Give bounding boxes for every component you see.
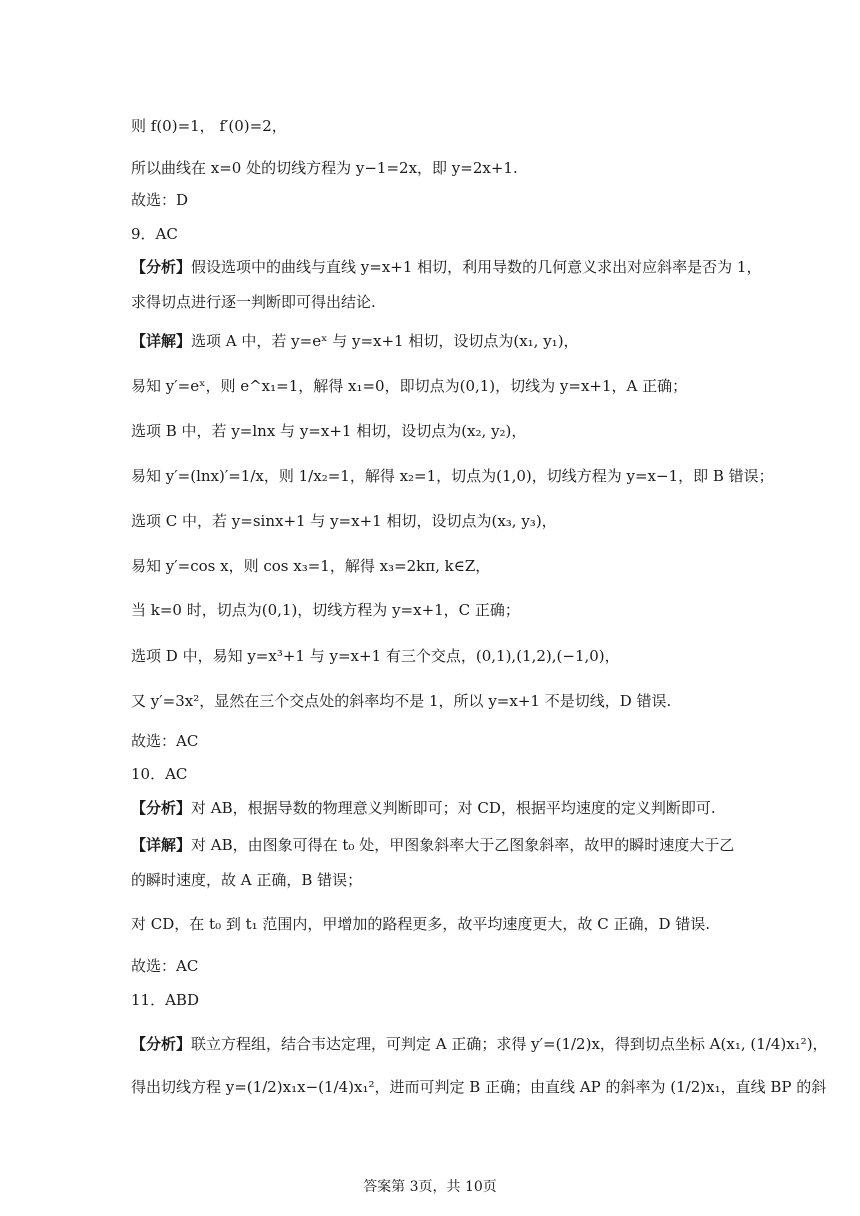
question-10-heading: 10．AC (131, 765, 188, 783)
section-marker: 【详解】 (131, 332, 192, 350)
question-9-detail-9: 又 y′=3x²，显然在三个交点处的斜率均不是 1，所以 y=x+1 不是切线，D 错误. (131, 692, 672, 710)
question-10-analysis (131, 797, 742, 819)
section-marker: 【分析】 (131, 1035, 192, 1053)
section-text: 联立方程组，结合韦达定理，可判定 A 正确；求得 y′=(1/2)x，得到切点坐标 A(x₁, (1/4)x₁²)， (191, 1035, 828, 1053)
question-9-detail-4: 易知 y′=(lnx)′=1/x，则 1/x₂=1，解得 x₂=1，切点为(1,0)，切线方程为 y=x−1，即 B 错误； (131, 467, 774, 485)
question-9-detail-5: 选项 C 中，若 y=sinx+1 与 y=x+1 相切，设切点为(x₃, y₃)， (131, 512, 557, 530)
question-10-answer: 故选：AC (131, 957, 199, 975)
question-9-detail-8: 选项 D 中，易知 y=x³+1 与 y=x+1 有三个交点，(0,1),(1,2),(−1,0)， (131, 647, 620, 665)
section-marker: 【分析】 (131, 799, 192, 817)
section-text: 假设选项中的曲线与直线 y=x+1 相切，利用导数的几何意义求出对应斜率是否为 1， (191, 258, 762, 276)
question-10-detail-2: 的瞬时速度，故 A 正确，B 错误； (131, 871, 363, 889)
section-marker: 【详解】 (131, 836, 192, 854)
text-line-3: 故选：D (131, 191, 189, 209)
page-footer: 答案第 3页，共 10页 (363, 1179, 497, 1195)
question-9-answer: 故选：AC (131, 732, 199, 750)
section-text: 对 AB，根据导数的物理意义判断即可；对 CD，根据平均速度的定义判断即可. (191, 799, 716, 817)
section-marker: 【分析】 (131, 258, 192, 276)
section-text: 对 AB，由图象可得在 t₀ 处，甲图象斜率大于乙图象斜率，故甲的瞬时速度大于乙 (191, 836, 735, 854)
question-9-detail-3: 选项 B 中，若 y=lnx 与 y=x+1 相切，设切点为(x₂, y₂)， (131, 422, 527, 440)
question-9-detail-1 (131, 330, 742, 352)
question-11-analysis-1 (131, 1033, 828, 1055)
question-9-analysis-1 (131, 256, 762, 278)
question-11-analysis-2: 得出切线方程 y=(1/2)x₁x−(1/4)x₁²，进而可判定 B 正确；由直线 AP 的斜率为 (1/2)x₁，直线 BP 的斜 (131, 1078, 827, 1096)
text-line-2: 所以曲线在 x=0 处的切线方程为 y−1=2x，即 y=2x+1. (131, 159, 518, 177)
question-9-analysis-2: 求得切点进行逐一判断即可得出结论. (131, 293, 376, 311)
question-10-detail-1 (131, 834, 742, 856)
question-11-heading: 11．ABD (131, 991, 199, 1009)
section-text: 选项 A 中，若 y=eˣ 与 y=x+1 相切，设切点为(x₁, y₁)， (191, 332, 579, 350)
text-line-1: 则 f(0)=1， f′(0)=2， (131, 117, 287, 135)
question-10-detail-3: 对 CD，在 t₀ 到 t₁ 范围内，甲增加的路程更多，故平均速度更大，故 C 正确，D 错误. (131, 915, 711, 933)
question-9-detail-7: 当 k=0 时，切点为(0,1)，切线方程为 y=x+1，C 正确； (131, 601, 520, 619)
question-9-detail-6: 易知 y′=cos x，则 cos x₃=1，解得 x₃=2kπ, k∈Z， (131, 557, 491, 575)
question-9-detail-2: 易知 y′=eˣ，则 e^x₁=1，解得 x₁=0，即切点为(0,1)，切线为 y=x+1，A 正确； (131, 377, 688, 395)
question-9-heading: 9．AC (131, 225, 178, 243)
